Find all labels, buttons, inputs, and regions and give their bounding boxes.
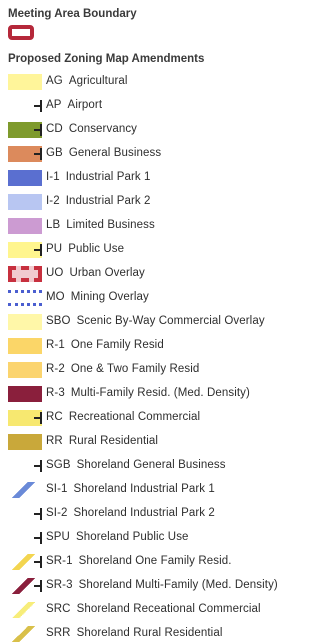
zone-name: Shoreland General Business: [76, 459, 226, 471]
swatch-fill: [8, 218, 42, 234]
legend-label: [46, 603, 261, 615]
legend-item-sr-3: [8, 576, 324, 596]
zone-name: Public Use: [68, 243, 125, 255]
legend-item-si-1: [8, 480, 324, 500]
legend-swatch: [8, 362, 42, 378]
legend-swatch: [8, 626, 42, 642]
zone-code: SRC: [46, 603, 71, 615]
swatch-tick-bar: [34, 561, 42, 563]
legend-swatch: [8, 290, 42, 306]
legend-swatch: [8, 242, 42, 258]
swatch-fill: [8, 626, 42, 642]
swatch-tick-bar: [34, 513, 42, 515]
swatch-tick-bar: [34, 465, 42, 467]
legend-swatch: [8, 122, 42, 138]
legend-item-i-2: [8, 192, 324, 212]
zone-name: Rural Residential: [68, 435, 159, 447]
legend-label: [46, 195, 151, 207]
legend-swatch: [8, 194, 42, 210]
legend-label: [46, 123, 137, 135]
zone-code: R-3: [46, 387, 65, 399]
legend-item-ag: [8, 72, 324, 92]
zone-code: GB: [46, 147, 63, 159]
legend-item-rr: [8, 432, 324, 452]
zone-name: Airport: [67, 99, 103, 111]
legend-label: [46, 243, 124, 255]
legend-item-cd: [8, 120, 324, 140]
legend-swatch: [8, 74, 42, 90]
legend-label: [46, 531, 189, 543]
legend-item-r-3: [8, 384, 324, 404]
zone-name: Shoreland Public Use: [75, 531, 189, 543]
zone-code: R-2: [46, 363, 65, 375]
legend-label: [46, 507, 215, 519]
zone-code: SGB: [46, 459, 71, 471]
zone-code: AG: [46, 75, 63, 87]
swatch-fill: [8, 170, 42, 186]
legend-label: [46, 219, 155, 231]
legend-label: [46, 99, 102, 111]
legend-item-sbo: [8, 312, 324, 332]
zone-name: Mining Overlay: [70, 291, 149, 303]
zone-name: Agricultural: [68, 75, 128, 87]
legend-label: [46, 411, 200, 423]
zoning-heading: Proposed Zoning Map Amendments: [8, 53, 205, 65]
swatch-tick-bar: [34, 153, 42, 155]
zone-code: SR-1: [46, 555, 73, 567]
legend-item-r-2: [8, 360, 324, 380]
swatch-tick-bar: [34, 249, 42, 251]
legend-item-spu: [8, 528, 324, 548]
legend-label: [46, 267, 145, 279]
legend-swatch: [8, 266, 42, 282]
swatch-fill: [8, 74, 42, 90]
swatch-fill: [8, 194, 42, 210]
zone-name: Scenic By-Way Commercial Overlay: [76, 315, 265, 327]
legend-item-rc: [8, 408, 324, 428]
zone-name: One Family Resid: [70, 339, 164, 351]
legend-swatch: [8, 314, 42, 330]
zone-code: SR-3: [46, 579, 73, 591]
legend-swatch: [8, 338, 42, 354]
zone-name: One & Two Family Resid: [70, 363, 200, 375]
legend-swatch: [8, 602, 42, 618]
zone-code: SRR: [46, 627, 71, 639]
zone-name: Limited Business: [66, 219, 155, 231]
legend-item-gb: [8, 144, 324, 164]
legend-label: [46, 579, 278, 591]
legend-swatch: [8, 506, 42, 522]
swatch-tick-bar: [34, 105, 42, 107]
meeting-area-boundary-swatch: [8, 25, 34, 40]
zone-name: Shoreland Rural Residential: [76, 627, 223, 639]
zone-code: RR: [46, 435, 63, 447]
zone-code: SI-2: [46, 507, 68, 519]
swatch-tick-bar: [34, 417, 42, 419]
legend-item-si-2: [8, 504, 324, 524]
zone-code: SBO: [46, 315, 71, 327]
legend-item-i-1: [8, 168, 324, 188]
legend-label: [46, 147, 161, 159]
legend-label: [46, 291, 149, 303]
zone-code: SPU: [46, 531, 70, 543]
zone-name: Urban Overlay: [69, 267, 145, 279]
legend-swatch: [8, 386, 42, 402]
legend-item-ap: [8, 96, 324, 116]
legend-item-src: [8, 600, 324, 620]
legend-label: [46, 435, 158, 447]
legend-label: [46, 75, 128, 87]
zone-code: R-1: [46, 339, 65, 351]
zone-code: CD: [46, 123, 63, 135]
zone-name: Shoreland Receational Commercial: [76, 603, 261, 615]
zone-name: Industrial Park 1: [65, 171, 151, 183]
legend-swatch: [8, 170, 42, 186]
swatch-fill: [8, 482, 42, 498]
swatch-fill: [8, 602, 42, 618]
zone-name: Industrial Park 2: [65, 195, 151, 207]
legend-item-lb: [8, 216, 324, 236]
legend-item-pu: [8, 240, 324, 260]
zone-code: RC: [46, 411, 63, 423]
zone-name: Shoreland Industrial Park 1: [73, 483, 215, 495]
legend-swatch: [8, 98, 42, 114]
zone-code: SI-1: [46, 483, 68, 495]
zone-name: Conservancy: [68, 123, 138, 135]
zone-name: General Business: [68, 147, 162, 159]
zone-name: Multi-Family Resid. (Med. Density): [70, 387, 250, 399]
zone-code: UO: [46, 267, 64, 279]
zone-code: MO: [46, 291, 65, 303]
legend-swatch: [8, 434, 42, 450]
legend-item-sr-1: [8, 552, 324, 572]
swatch-fill: [8, 314, 42, 330]
legend-label: [46, 387, 250, 399]
zone-code: I-2: [46, 195, 60, 207]
zone-code: PU: [46, 243, 63, 255]
legend-label: [46, 315, 265, 327]
zone-code: I-1: [46, 171, 60, 183]
legend-item-mo: [8, 288, 324, 308]
legend-item-r-1: [8, 336, 324, 356]
legend-label: [46, 171, 151, 183]
legend-swatch: [8, 554, 42, 570]
swatch-fill: [8, 266, 42, 282]
zone-name: Recreational Commercial: [68, 411, 201, 423]
zone-code: AP: [46, 99, 62, 111]
legend-label: [46, 363, 199, 375]
zone-name: Shoreland Multi-Family (Med. Density): [78, 579, 278, 591]
swatch-tick-bar: [34, 537, 42, 539]
legend-label: [46, 339, 164, 351]
swatch-tick-bar: [34, 585, 42, 587]
zone-name: Shoreland One Family Resid.: [78, 555, 232, 567]
legend-item-srr: [8, 624, 324, 644]
legend-swatch: [8, 530, 42, 546]
legend-swatch: [8, 458, 42, 474]
legend-label: [46, 627, 223, 639]
zone-name: Shoreland Industrial Park 2: [73, 507, 215, 519]
swatch-tick-bar: [34, 129, 42, 131]
legend-item-uo: [8, 264, 324, 284]
boundary-heading: Meeting Area Boundary: [8, 8, 137, 20]
legend-label: [46, 483, 215, 495]
legend-swatch: [8, 218, 42, 234]
swatch-fill: [8, 290, 42, 306]
legend-item-sgb: [8, 456, 324, 476]
swatch-fill: [8, 362, 42, 378]
swatch-fill: [8, 338, 42, 354]
legend-label: [46, 459, 226, 471]
legend-swatch: [8, 482, 42, 498]
legend-swatch: [8, 578, 42, 594]
swatch-fill: [8, 386, 42, 402]
zone-code: LB: [46, 219, 61, 231]
legend-swatch: [8, 410, 42, 426]
legend-swatch: [8, 146, 42, 162]
swatch-fill: [8, 434, 42, 450]
legend-label: [46, 555, 232, 567]
